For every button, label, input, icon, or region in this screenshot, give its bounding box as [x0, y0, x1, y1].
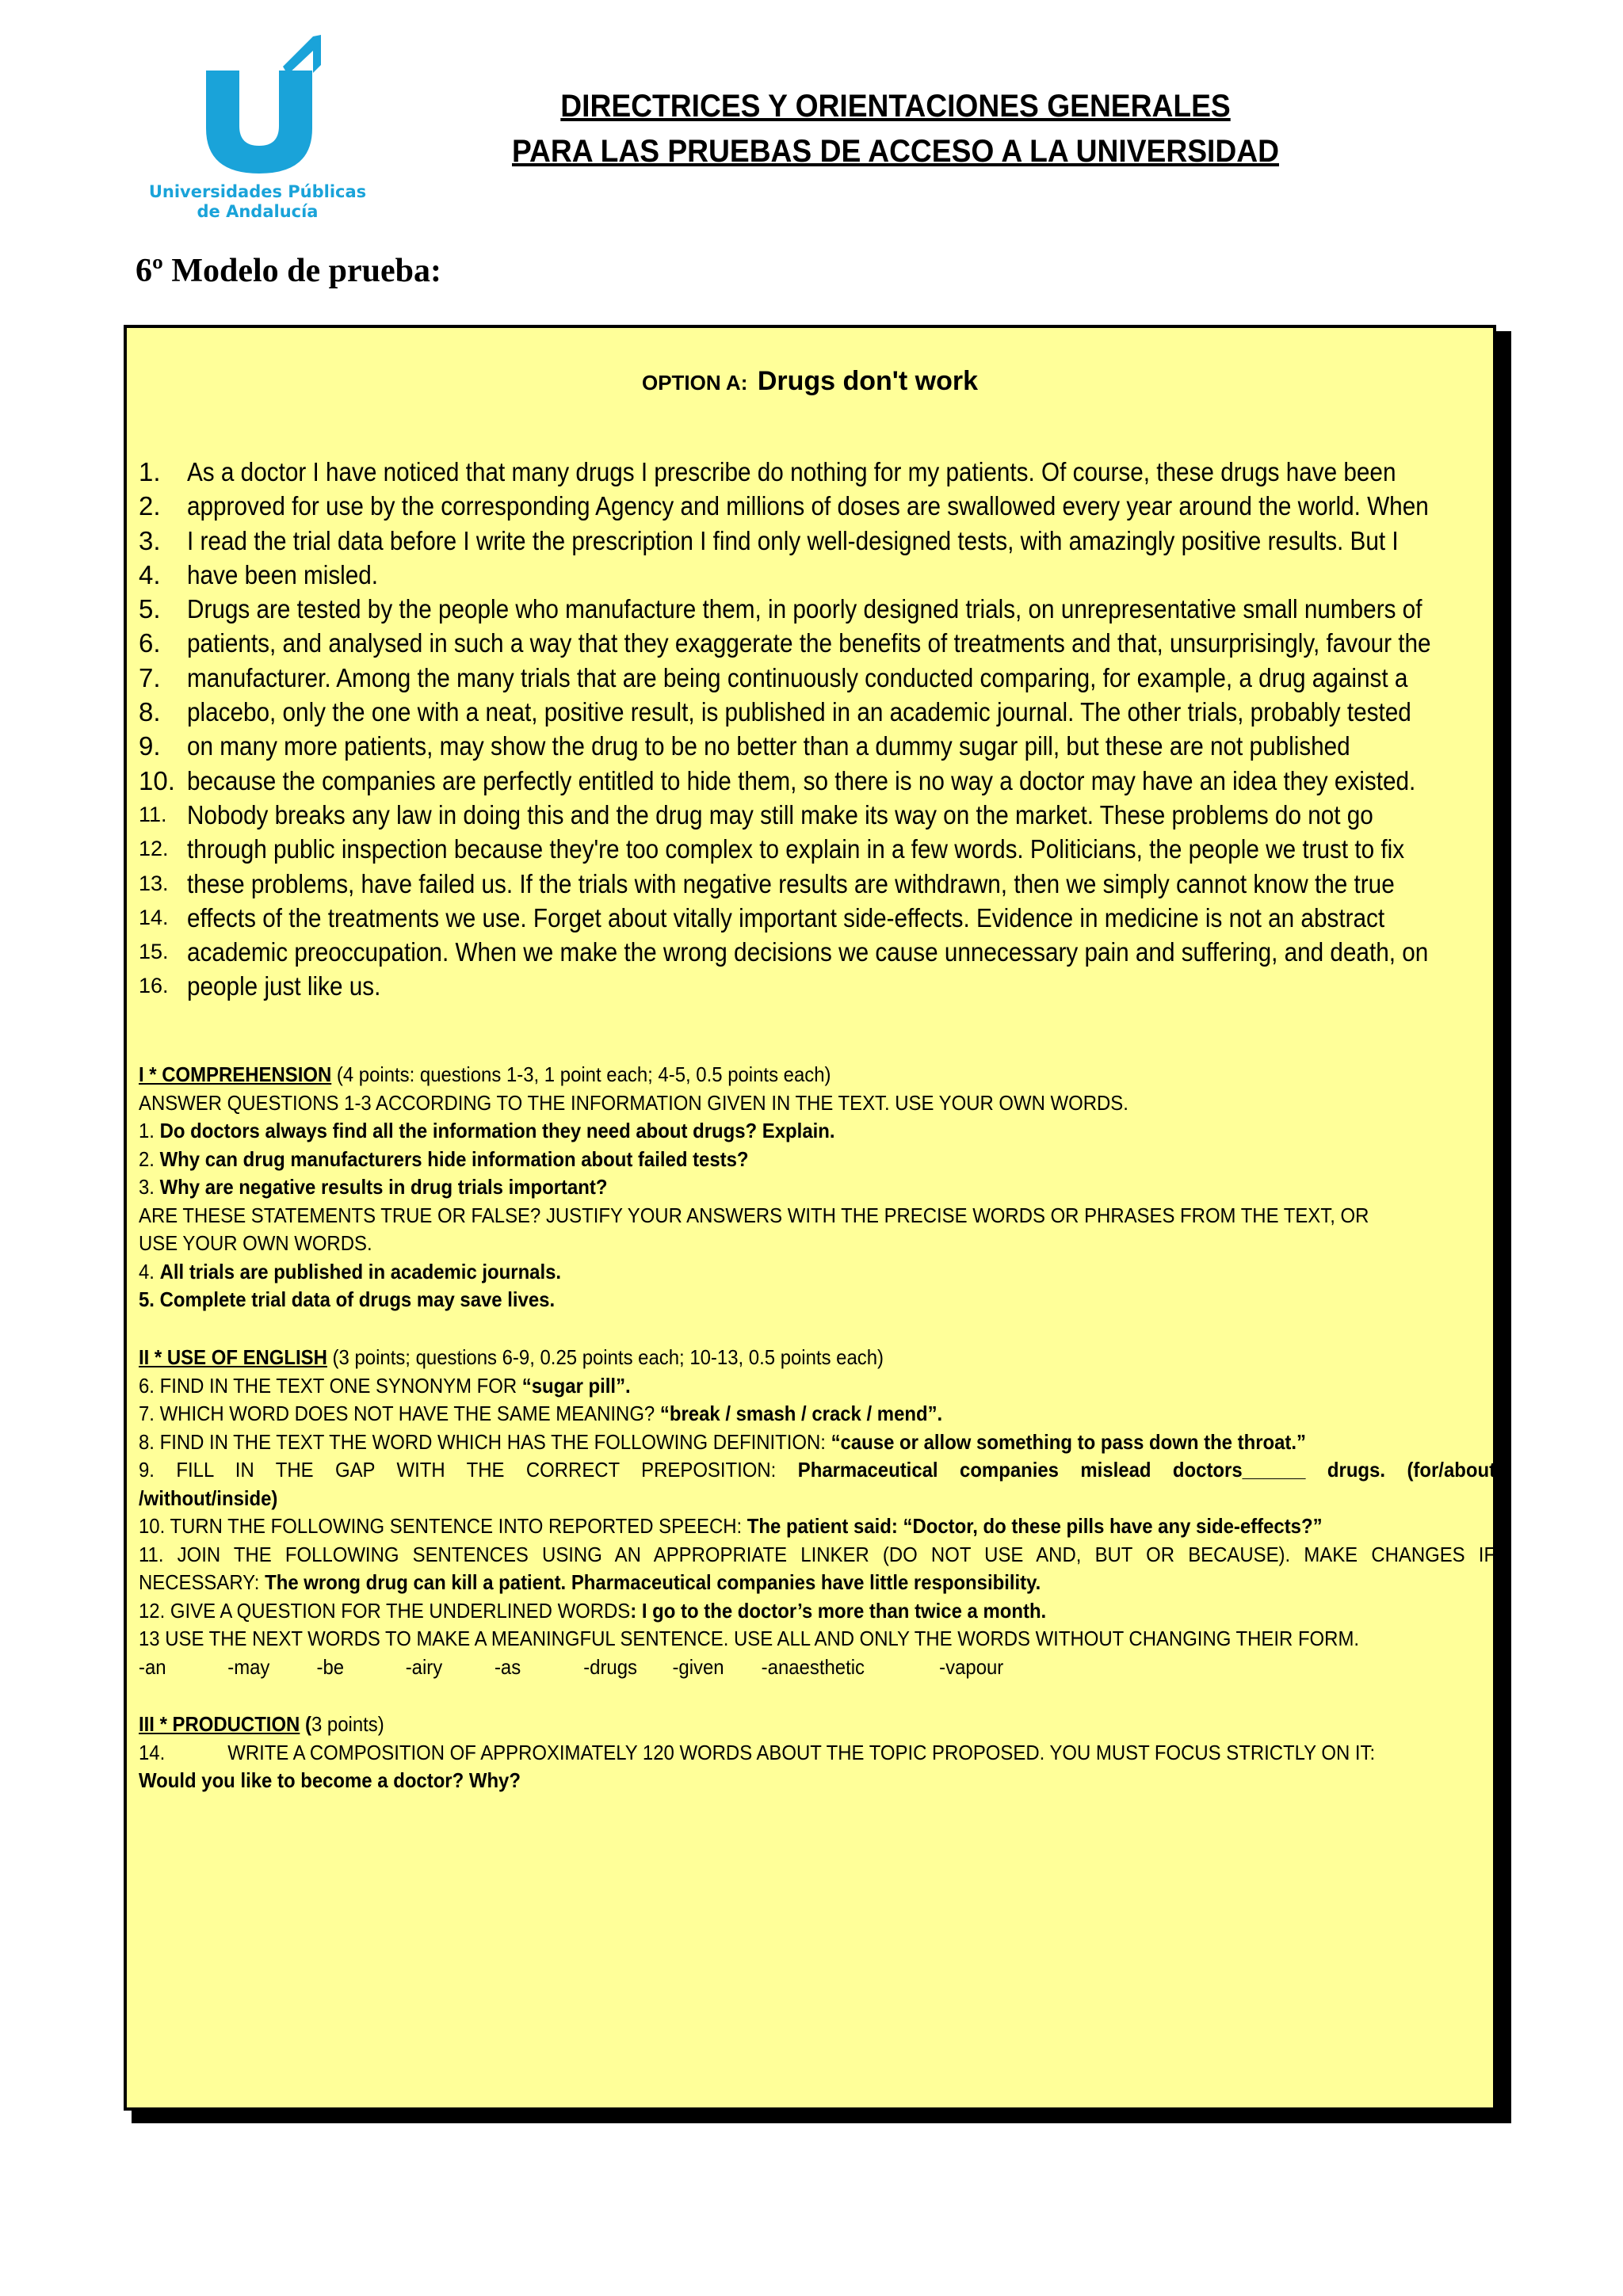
line-text: approved for use by the corresponding Agency and millions of doses are swallowed every year around the world. When: [187, 491, 1429, 521]
line-number: 11.: [139, 802, 167, 826]
question-11-line1: 11. JOIN THE FOLLOWING SENTENCES USING AN APPROPRIATE LINKER (DO NOT USE AND, BUT OR BECAUSE). MAKE CHANGES IF: [139, 1542, 1496, 1566]
line-text: I read the trial data before I write the prescription I find only well-designed tests, with amazingly positive results. But I: [187, 525, 1399, 555]
question-12: 12. GIVE A QUESTION FOR THE UNDERLINED WORDS: I go to the doctor’s more than twice a month.: [139, 1598, 1047, 1623]
line-number: 9.: [139, 731, 161, 761]
option-title: Drugs don't work: [757, 366, 979, 396]
universidades-andalucia-logo: [143, 35, 372, 225]
use-of-english-points: (3 points; questions 6-9, 0.25 points each; 10-13, 0.5 points each): [327, 1345, 884, 1369]
text-line: [127, 592, 1491, 626]
line-number: 5.: [139, 594, 161, 624]
exam-box: [124, 325, 1496, 2111]
comprehension-heading: I * COMPREHENSION: [139, 1062, 332, 1086]
text-line: [127, 489, 1491, 523]
model-title: 6º Modelo de prueba:: [136, 253, 442, 289]
composition-topic: Would you like to become a doctor? Why?: [139, 1768, 521, 1792]
word-item: -may: [227, 1654, 270, 1679]
word-item: -be: [316, 1654, 345, 1679]
question-1: 1. Do doctors always find all the information they need about drugs? Explain.: [139, 1119, 835, 1142]
line-text: Nobody breaks any law in doing this and the drug may still make its way on the market. These problems do not go: [187, 799, 1373, 830]
line-text: people just like us.: [187, 971, 381, 1001]
word-item: -anaesthetic: [761, 1654, 865, 1679]
line-number: 6.: [139, 628, 161, 658]
header-title-line2: PARA LAS PRUEBAS DE ACCESO A LA UNIVERSIDAD: [512, 134, 1279, 169]
reading-text: [127, 455, 1491, 1004]
line-text: patients, and analysed in such a way that they exaggerate the benefits of treatments and that, unsurprisingly, favour the: [187, 628, 1431, 658]
question-8: 8. FIND IN THE TEXT THE WORD WHICH HAS THE FOLLOWING DEFINITION: “cause or allow something to pass down the throat.”: [139, 1429, 1307, 1454]
line-text: on many more patients, may show the drug to be no better than a dummy sugar pill, but these are not published: [187, 731, 1350, 761]
use-of-english-heading: II * USE OF ENGLISH: [139, 1345, 327, 1369]
text-line: [127, 729, 1491, 763]
question-6: 6. FIND IN THE TEXT ONE SYNONYM FOR “sugar pill”.: [139, 1373, 631, 1398]
line-number: 2.: [139, 491, 161, 521]
word-item: -given: [672, 1654, 724, 1679]
text-line: [127, 901, 1491, 935]
text-line: [127, 969, 1491, 1003]
question-9: 9. FILL IN THE GAP WITH THE CORRECT PREPOSITION: Pharmaceutical companies mislead doctors______ drugs. (for/about: [139, 1458, 1496, 1482]
text-line: [127, 832, 1491, 866]
text-line: [127, 661, 1491, 695]
text-line: [127, 695, 1491, 729]
use-of-english-section: [139, 1344, 1495, 1681]
true-false-instruction-1: ARE THESE STATEMENTS TRUE OR FALSE? JUSTIFY YOUR ANSWERS WITH THE PRECISE WORDS OR PHRASES FROM THE TEXT, OR: [139, 1203, 1369, 1227]
text-line: [127, 455, 1491, 489]
line-text: because the companies are perfectly entitled to hide them, so there is no way a doctor may have an idea they existed.: [187, 765, 1416, 795]
line-text: through public inspection because they're too complex to explain in a few words. Politicians, the people we trust to fix: [187, 834, 1405, 864]
word-item: -as: [494, 1654, 521, 1679]
comprehension-points: (4 points: questions 1-3, 1 point each; 4-5, 0.5 points each): [331, 1062, 831, 1086]
text-line: [127, 935, 1491, 969]
document-header: [460, 84, 1331, 174]
production-section: III * PRODUCTION (3 points) 14. WRITE A COMPOSITION OF APPROXIMATELY 120 WORDS ABOUT THE TOPIC PROPOSED. YOU MUST FOCUS STRICTLY ON IT: Would you like to become a doctor? Why?: [139, 1711, 1495, 1795]
question-2: 2. Why can drug manufacturers hide information about failed tests?: [139, 1146, 749, 1171]
line-number: 1.: [139, 457, 161, 486]
line-text: effects of the treatments we use. Forget about vitally important side-effects. Evidence in medicine is not an abstract: [187, 902, 1385, 933]
line-number: 12.: [139, 837, 169, 861]
line-number: 10.: [139, 765, 175, 795]
true-false-instruction-2: USE YOUR OWN WORDS.: [139, 1231, 372, 1255]
u-logo-icon: [202, 35, 329, 176]
text-line: [127, 524, 1491, 558]
question-4: 4. All trials are published in academic journals.: [139, 1259, 562, 1283]
line-number: 7.: [139, 662, 161, 692]
line-number: 3.: [139, 525, 161, 555]
text-line: [127, 798, 1491, 832]
line-text: Drugs are tested by the people who manufacture them, in poorly designed trials, on unrepresentative small numbers of: [187, 594, 1423, 624]
word-list: [139, 1653, 1495, 1682]
option-label: OPTION A:: [641, 371, 748, 395]
comprehension-instruction: ANSWER QUESTIONS 1-3 ACCORDING TO THE INFORMATION GIVEN IN THE TEXT. USE YOUR OWN WORDS.: [139, 1090, 1128, 1115]
question-13: 13 USE THE NEXT WORDS TO MAKE A MEANINGFUL SENTENCE. USE ALL AND ONLY THE WORDS WITHOUT CHANGING THEIR FORM.: [139, 1627, 1360, 1650]
option-heading: [127, 366, 1493, 397]
line-text: manufacturer. Among the many trials that are being continuously conducted comparing, for example, a drug against a: [187, 662, 1408, 692]
text-line: [127, 626, 1491, 660]
production-heading: III * PRODUCTION: [139, 1712, 300, 1736]
logo-text: Universidades Públicas de Andalucía: [148, 182, 367, 221]
line-number: 8.: [139, 697, 161, 727]
line-text: placebo, only the one with a neat, positive result, is published in an academic journal. The other trials, probably tested: [187, 697, 1411, 727]
question-14: 14. WRITE A COMPOSITION OF APPROXIMATELY 120 WORDS ABOUT THE TOPIC PROPOSED. YOU MUST FOCUS STRICTLY ON IT:: [139, 1740, 1376, 1764]
question-7: 7. WHICH WORD DOES NOT HAVE THE SAME MEANING? “break / smash / crack / mend”.: [139, 1402, 943, 1425]
question-9-options: /without/inside): [139, 1486, 278, 1510]
line-number: 13.: [139, 871, 169, 895]
text-line: [127, 558, 1491, 592]
line-text: these problems, have failed us. If the trials with negative results are withdrawn, then we simply cannot know the true: [187, 868, 1395, 898]
text-line: [127, 867, 1491, 901]
word-item: -vapour: [939, 1654, 1004, 1679]
line-text: academic preoccupation. When we make the wrong decisions we cause unnecessary pain and suffering, and death, on: [187, 937, 1429, 967]
comprehension-section: [139, 1061, 1495, 1314]
question-3: 3. Why are negative results in drug trials important?: [139, 1175, 608, 1199]
question-10: 10. TURN THE FOLLOWING SENTENCE INTO REPORTED SPEECH: The patient said: “Doctor, do these pills have any side-effects?”: [139, 1514, 1323, 1538]
production-points: 3 points): [311, 1712, 384, 1736]
line-number: 4.: [139, 559, 161, 589]
line-number: 15.: [139, 940, 169, 964]
line-text: As a doctor I have noticed that many drugs I prescribe do nothing for my patients. Of course, these drugs have been: [187, 457, 1396, 486]
line-number: 16.: [139, 974, 169, 998]
word-item: -drugs: [583, 1654, 638, 1679]
word-item: -an: [139, 1654, 166, 1679]
line-text: have been misled.: [187, 559, 379, 589]
question-11-line2: NECESSARY: The wrong drug can kill a patient. Pharmaceutical companies have little responsibility.: [139, 1570, 1041, 1594]
word-item: -airy: [405, 1654, 443, 1679]
question-5: 5. Complete trial data of drugs may save lives.: [139, 1287, 556, 1311]
header-title-line1: DIRECTRICES Y ORIENTACIONES GENERALES: [560, 89, 1231, 124]
text-line: [127, 764, 1491, 798]
line-number: 14.: [139, 905, 169, 929]
